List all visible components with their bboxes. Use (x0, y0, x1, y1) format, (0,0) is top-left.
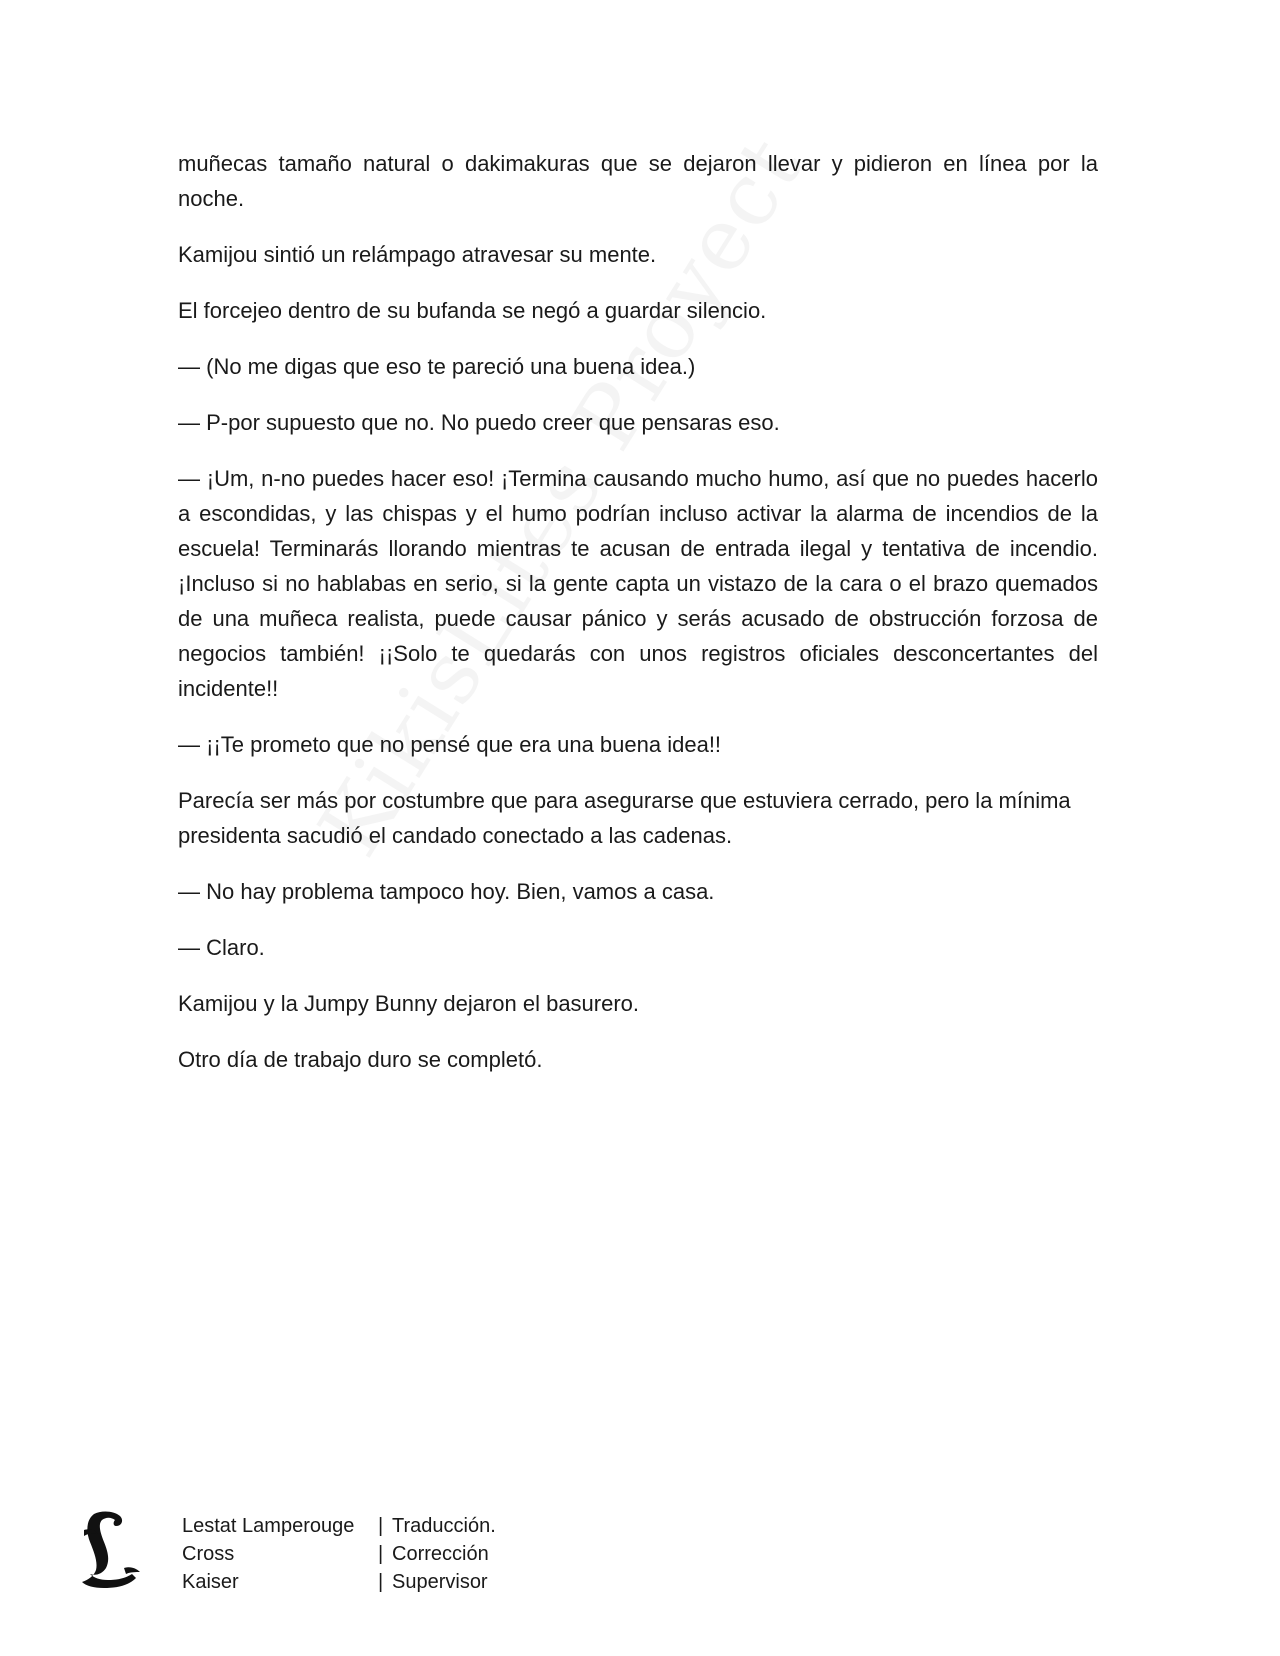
credits-list (182, 1512, 496, 1596)
credit-name: Lestat Lamperouge (182, 1515, 355, 1537)
separator: | (378, 1571, 384, 1593)
credit-role: Supervisor (392, 1571, 488, 1593)
separator: | (378, 1515, 384, 1537)
separator: | (378, 1543, 384, 1565)
credit-name: Cross (182, 1543, 235, 1565)
gothic-l-logo-icon (80, 1508, 142, 1590)
paragraph: El forcejeo dentro de su bufanda se negó a guardar silencio. (178, 298, 767, 323)
paragraph: Parecía ser más por costumbre que para asegurarse que estuviera cerrado, pero la mínima presidenta sacudió el candado conectado a las cadenas. (178, 788, 1071, 848)
credit-row (182, 1540, 496, 1568)
credit-name: Kaiser (182, 1571, 239, 1593)
credit-role: Corrección (392, 1543, 489, 1565)
dialogue-line: — P-por supuesto que no. No puedo creer que pensaras eso. (178, 410, 780, 435)
credit-row (182, 1512, 496, 1540)
footer (80, 1508, 680, 1608)
dialogue-line: — ¡¡Te prometo que no pensé que era una buena idea!! (178, 732, 722, 757)
paragraph: Kamijou y la Jumpy Bunny dejaron el basurero. (178, 991, 640, 1016)
dialogue-line: — (No me digas que eso te pareció una buena idea.) (178, 354, 696, 379)
dialogue-line: — Claro. (178, 935, 265, 960)
paragraph: Kamijou sintió un relámpago atravesar su mente. (178, 242, 657, 267)
body-text (178, 146, 1098, 1098)
paragraph: Otro día de trabajo duro se completó. (178, 1047, 543, 1072)
dialogue-line: — No hay problema tampoco hoy. Bien, vamos a casa. (178, 879, 715, 904)
dialogue-line: — ¡Um, n-no puedes hacer eso! ¡Termina causando mucho humo, así que no puedes hacerlo a escondidas, y las chispas y el humo podrían incluso activar la alarma de incendios de la escuela! Terminarás llorando mientras te acusan de entrada ilegal y tentativa de incendio. ¡Incluso si no hablabas en serio, si la gente capta un vistazo de la cara o el brazo quemados de una muñeca realista, puede causar pánico y serás acusado de obstrucción forzosa de negocios también! ¡¡Solo te quedarás con unos registros oficiales desconcertantes del incidente!! (178, 466, 1098, 701)
credit-role: Traducción. (392, 1515, 496, 1537)
credit-row (182, 1568, 496, 1596)
paragraph: muñecas tamaño natural o dakimakuras que se dejaron llevar y pidieron en línea por la noche. (178, 151, 1098, 211)
